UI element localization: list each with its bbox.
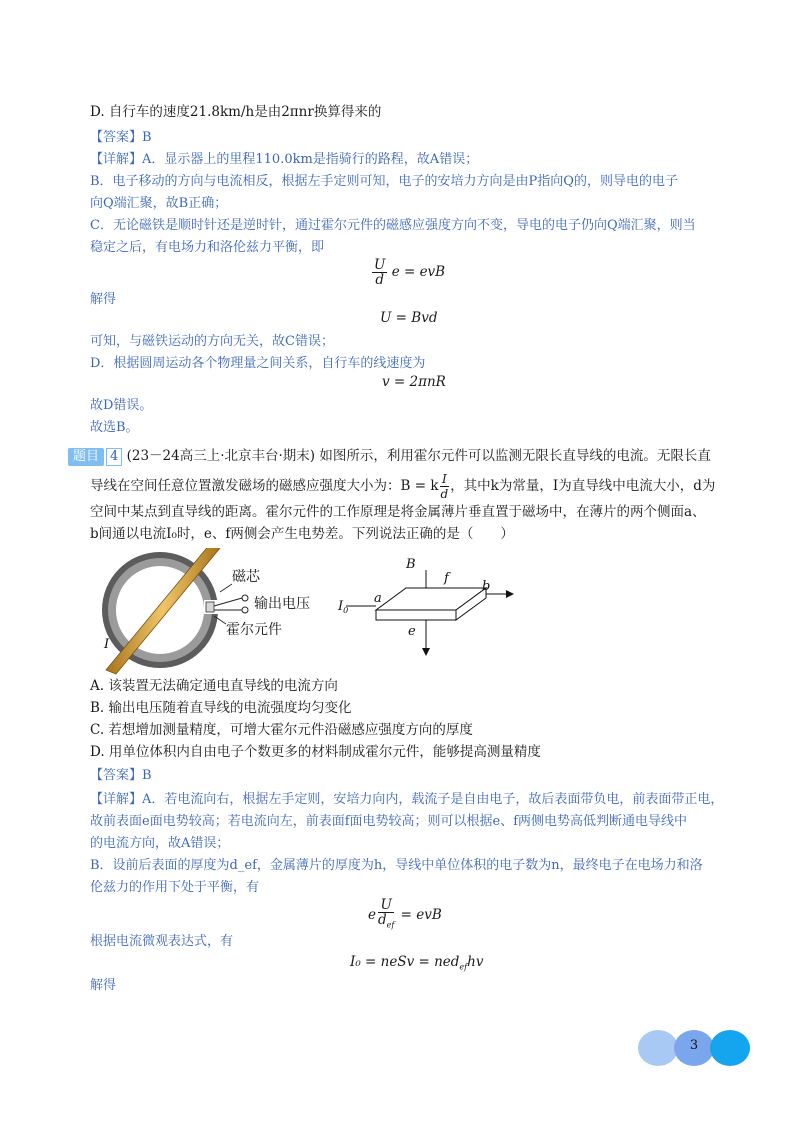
equation-v: v = 2πnR	[382, 374, 446, 390]
label-I0: $I_0$	[338, 599, 349, 615]
label-b: b	[482, 579, 491, 594]
option-a[interactable]: A. 该装置无法确定通电直导线的电流方向	[90, 678, 338, 694]
ans4-b-line2: 伦兹力的作用下处于平衡，有	[90, 880, 260, 895]
option-c[interactable]: C. 若想增加测量精度，可增大霍尔元件沿磁感应强度方向的厚度	[90, 722, 473, 738]
final-choice-1: 故选B。	[90, 420, 139, 435]
label-core: 磁芯	[232, 569, 260, 585]
label-f: f	[444, 571, 449, 586]
terminal-1	[242, 595, 248, 601]
label-a: a	[374, 591, 382, 606]
answer-label-1: 【答案】B	[90, 130, 152, 145]
ans4-b-line3: 根据电流微观表达式，有	[90, 934, 234, 949]
detail-a: 【详解】A．显示器上的里程110.0km是指骑行的路程，故A错误；	[90, 152, 479, 167]
detail-c-line1: C．无论磁铁是顺时针还是逆时针，通过霍尔元件的磁感应强度方向不变，导电的电子仍向Q端汇聚，则当	[90, 218, 696, 233]
page-number: 3	[689, 1038, 699, 1053]
equation-current-micro: I₀ = neSv = ned$_{ef}$hv	[350, 954, 484, 972]
question-4-line1: (23－24高三上·北京丰台·期末) 如图所示，利用霍尔元件可以监测无限长直导线的电流。无限长直	[126, 448, 711, 464]
ans4-a-line1: 【详解】A．若电流向右，根据左手定则，安培力向内，载流子是自由电子，故后表面带负电，前表面带正电，	[90, 792, 724, 807]
prev-option-d: D. 自行车的速度21.8km/h是由2πnr换算得来的	[90, 104, 382, 120]
detail-d-line2: 故D错误。	[90, 398, 153, 413]
detail-d-line1: D．根据圆周运动各个物理量之间关系，自行车的线速度为	[90, 356, 426, 371]
ans4-a-line3: 的电流方向，故A错误；	[90, 836, 230, 851]
hall-plate-figure	[336, 550, 526, 660]
footer-circle-left	[638, 1030, 678, 1066]
question-4-line4: b间通以电流I₀时，e、f两侧会产生电势差。下列说法正确的是（ ）	[90, 526, 514, 542]
ans4-a-line2: 故前表面e面电势较高；若电流向左，前表面f面电势较高；则可以根据e、f两侧电势高低判断通电导线中	[90, 814, 688, 829]
option-b[interactable]: B. 输出电压随着直导线的电流强度均匀变化	[90, 700, 352, 716]
detail-c-line2: 稳定之后，有电场力和洛伦兹力平衡，即	[90, 240, 325, 255]
question-tag: 题目	[68, 448, 104, 466]
plate-front	[376, 610, 456, 620]
label-output-voltage: 输出电压	[254, 596, 310, 612]
hall-ring-figure	[92, 548, 342, 678]
question-4-header	[68, 446, 711, 466]
terminal-2	[242, 607, 248, 613]
equation-u: U = Bvd	[380, 310, 438, 326]
question-4-line2: 导线在空间任意位置激发磁场的磁感应强度大小为：B = k $\frac{I}{d}$ ，其中k为常量，I为直导线中电流大小，d为	[90, 472, 716, 501]
detail-c-line3: 可知，与磁铁运动的方向无关，故C错误；	[90, 334, 334, 349]
jiede-4: 解得	[90, 978, 117, 993]
equation-hall-balance: e $\frac{U}{d_{ef}}$ = evB	[368, 897, 442, 930]
footer-circle-right	[710, 1030, 750, 1066]
detail-b-line2: 向Q端汇聚，故B正确；	[90, 196, 228, 211]
hall-element-chip	[206, 602, 214, 612]
question-number: 4	[106, 448, 122, 466]
label-e: e	[408, 624, 416, 639]
label-hall-element: 霍尔元件	[226, 622, 282, 638]
answer-label-4: 【答案】B	[90, 768, 152, 783]
ans4-b-line1: B．设前后表面的厚度为d_ef，金属薄片的厚度为h，导线中单位体积的电子数为n，最终电子在电场力和洛	[90, 858, 703, 873]
equation-force-balance: $\frac{U}{d}$ e = evB	[374, 257, 446, 288]
label-current-I: I	[104, 637, 110, 652]
jiede-1: 解得	[90, 292, 117, 307]
question-4-line3: 空间中某点到直导线的距离。霍尔元件的工作原理是将金属薄片垂直置于磁场中，在薄片的两个侧面a、	[90, 504, 706, 520]
detail-b-line1: B．电子移动的方向与电流相反，根据左手定则可知，电子的安培力方向是由P指向Q的，则导电的电子	[90, 174, 678, 189]
label-B: B	[406, 557, 416, 572]
option-d[interactable]: D. 用单位体积内自由电子个数更多的材料制成霍尔元件，能够提高测量精度	[90, 744, 541, 760]
